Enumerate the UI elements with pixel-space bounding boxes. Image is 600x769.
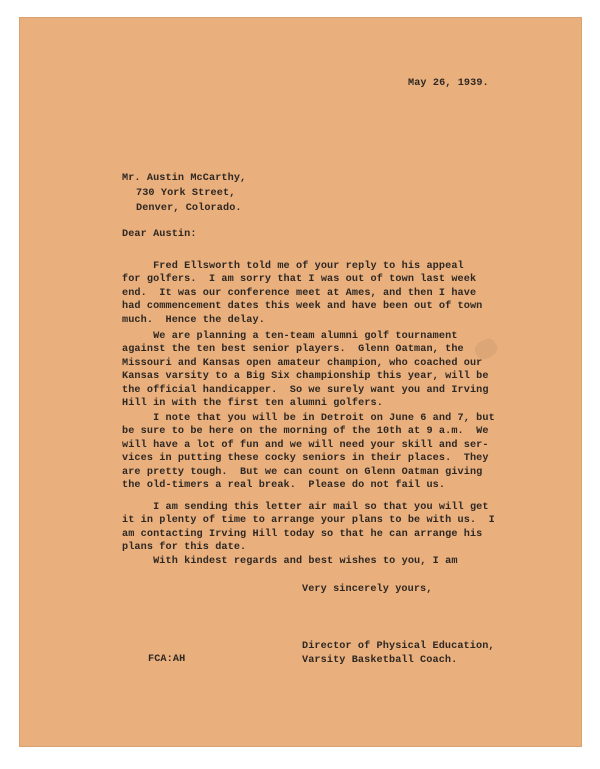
salutation: Dear Austin: <box>122 229 197 240</box>
body-line: Missouri and Kansas open amateur champion, who coached our <box>122 357 483 369</box>
body-line: the old-timers a real break. Please do not fail us. <box>122 480 446 491</box>
closing: Very sincerely yours, <box>302 584 433 595</box>
body-line: for golfers. I am sorry that I was out of town last week <box>122 274 477 286</box>
body-line: With kindest regards and best wishes to you, I am <box>122 556 458 567</box>
typist-initials: FCA:AH <box>148 654 186 665</box>
body-line: are pretty tough. But we can count on Glenn Oatman giving <box>122 466 483 478</box>
body-line: plans for this date. <box>122 542 247 554</box>
body-line: be sure to be here on the morning of the 10th at 9 a.m. We <box>122 426 489 438</box>
body-line: Fred Ellsworth told me of your reply to his appeal <box>122 261 464 272</box>
body-line: am contacting Irving Hill today so that he can arrange his <box>122 528 483 540</box>
letter-page <box>20 18 581 746</box>
body-line: I am sending this letter air mail so that you will get <box>122 502 489 513</box>
body-line: Kansas varsity to a Big Six championship this year, will be <box>122 371 489 383</box>
body-line: much. Hence the delay. <box>122 314 265 326</box>
body-line: We are planning a ten-team alumni golf tournament <box>122 331 458 342</box>
body-line: end. It was our conference meet at Ames, and then I have <box>122 287 477 299</box>
recipient-street: 730 York Street, <box>136 188 236 199</box>
body-line: Hill in with the first ten alumni golfers. <box>122 398 383 409</box>
body-line: had commencement dates this week and have been out of town <box>122 301 483 313</box>
letter-date: May 26, 1939. <box>408 78 489 89</box>
body-line: against the ten best senior players. Glenn Oatman, the <box>122 344 464 356</box>
body-line: I note that you will be in Detroit on June 6 and 7, but <box>122 413 495 424</box>
body-line: the official handicapper. So we surely want you and Irving <box>122 384 489 396</box>
signature-title-line-2: Varsity Basketball Coach. <box>302 655 458 666</box>
body-line: vices in putting these cocky seniors in their places. They <box>122 453 489 465</box>
body-line: will have a lot of fun and we will need your skill and ser- <box>122 439 489 451</box>
recipient-city: Denver, Colorado. <box>136 203 242 214</box>
body-line: it in plenty of time to arrange your plans to be with us. I <box>122 515 495 527</box>
signature-title-line-1: Director of Physical Education, <box>302 641 495 652</box>
recipient-name: Mr. Austin McCarthy, <box>122 173 247 184</box>
